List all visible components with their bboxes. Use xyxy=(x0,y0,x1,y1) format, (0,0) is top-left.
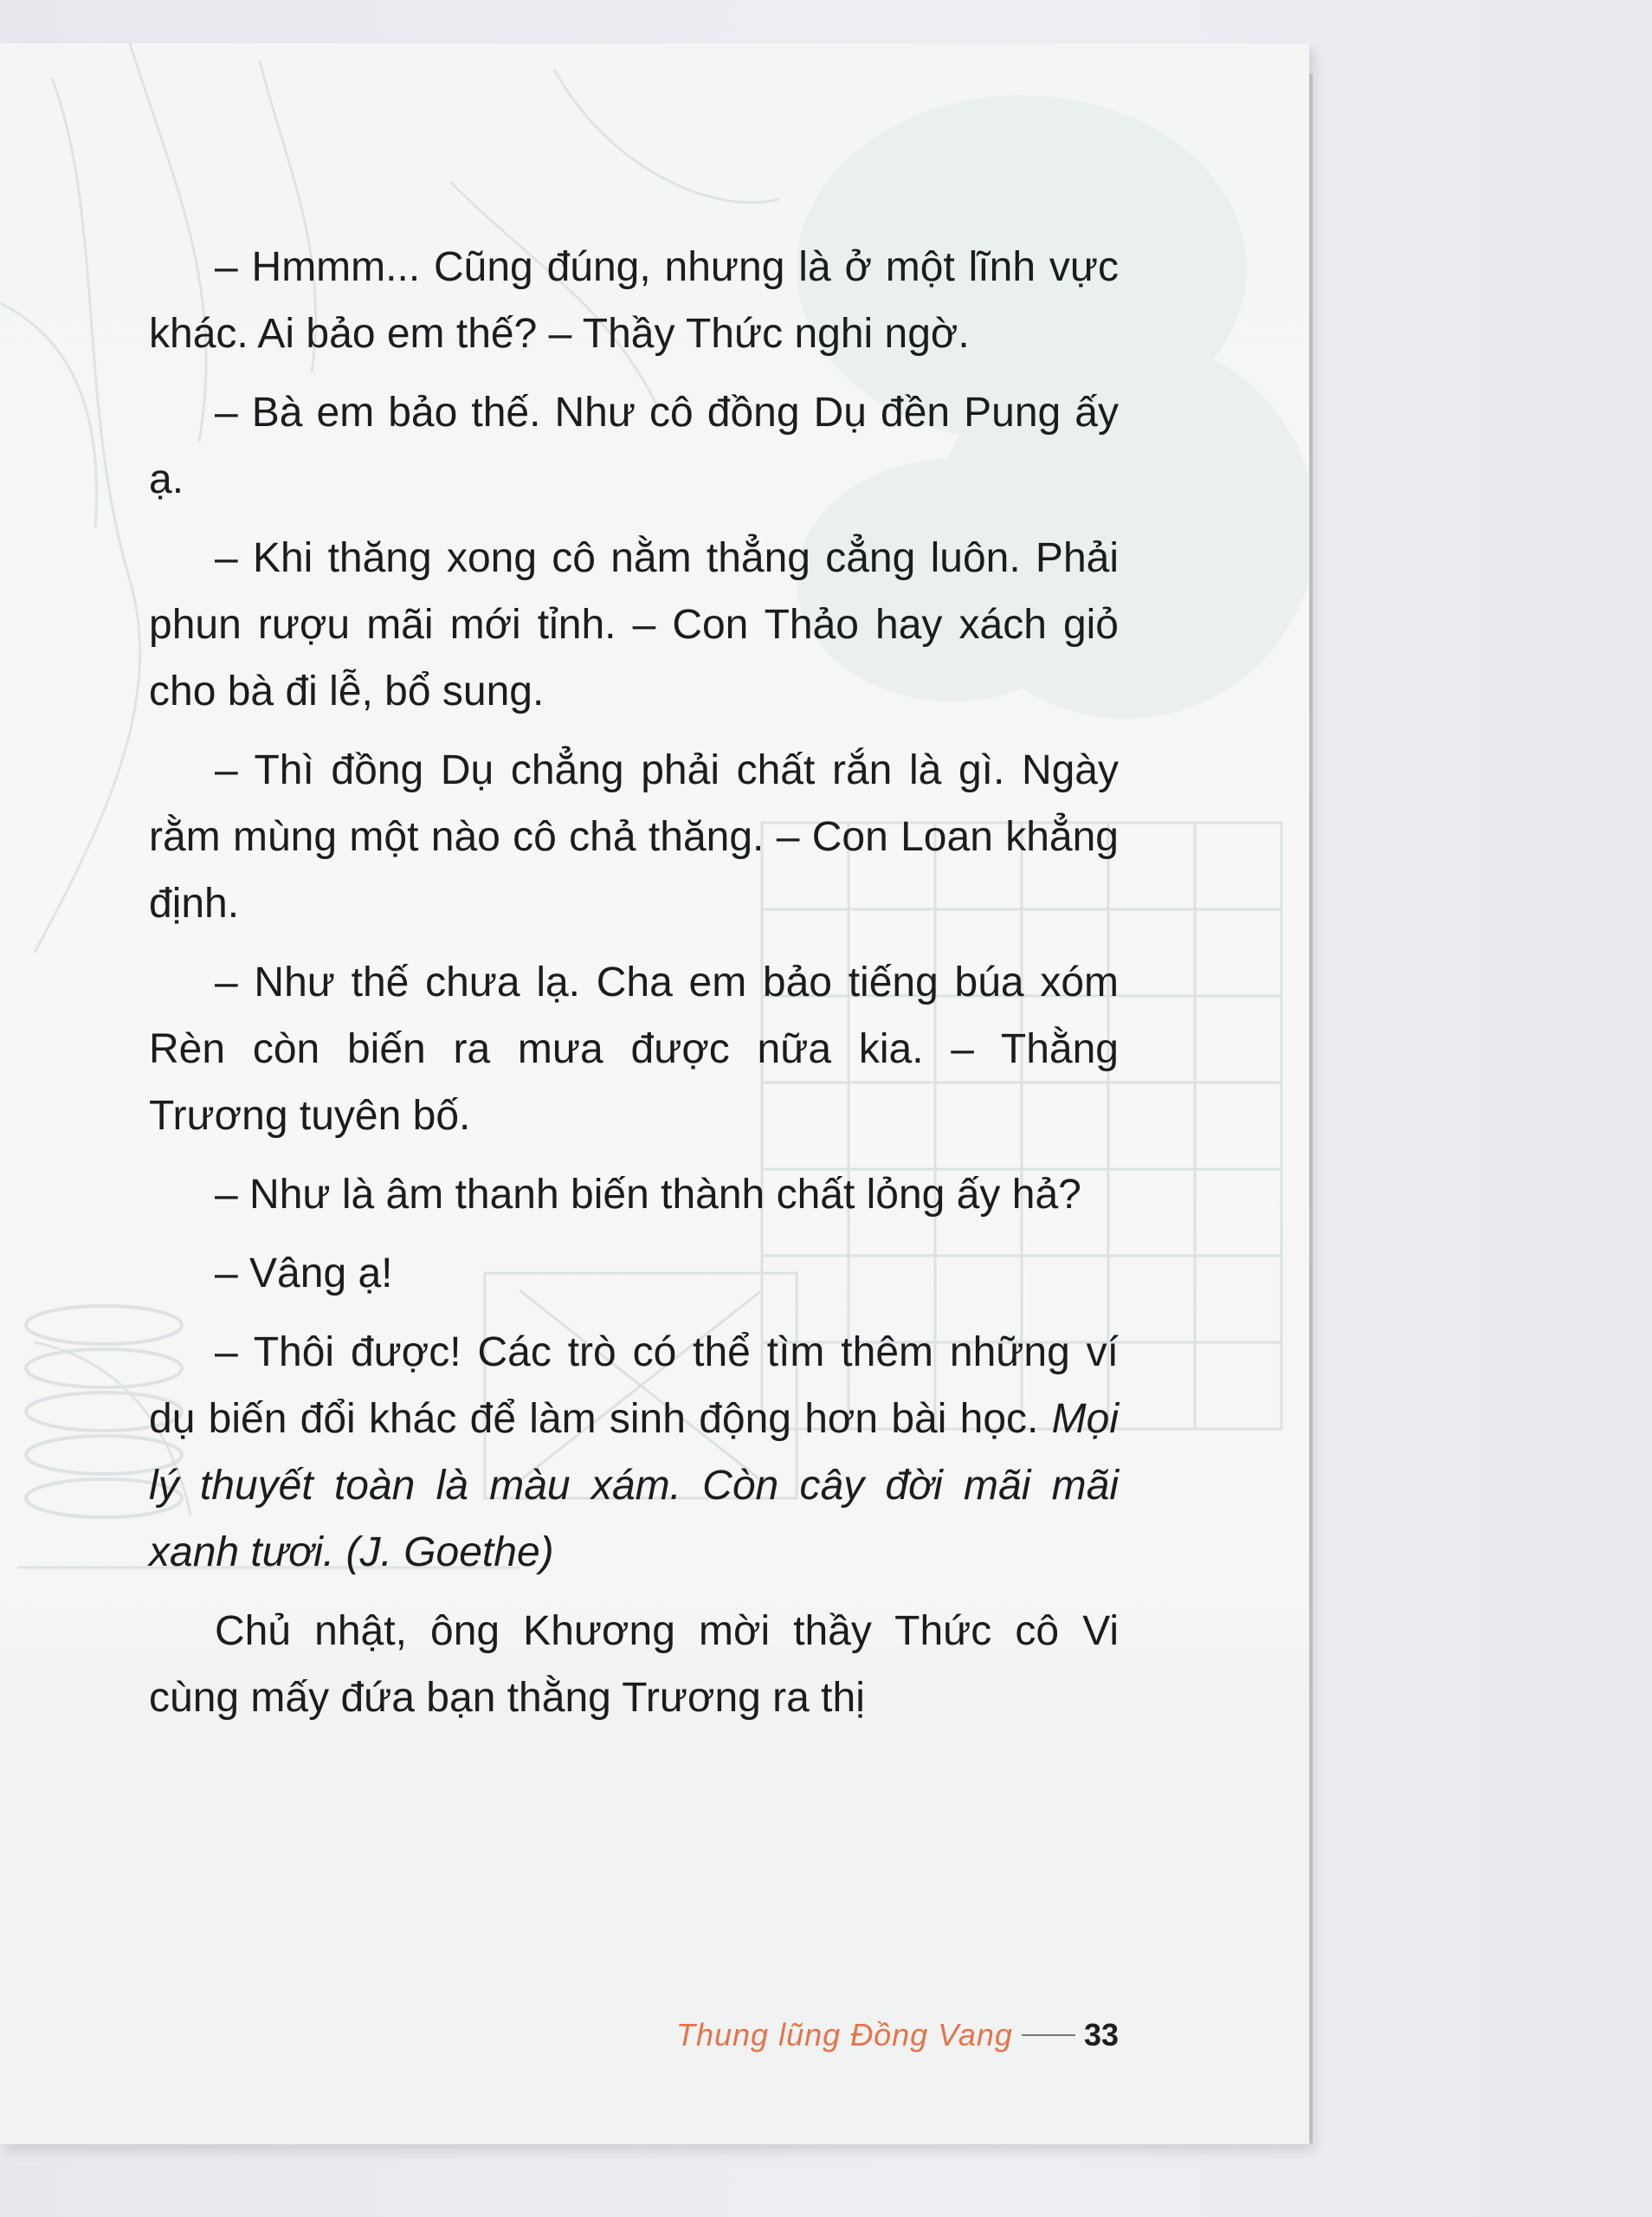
paragraph-5: – Như thế chưa lạ. Cha em bảo tiếng búa xóm Rèn còn biến ra mưa được nữa kia. – Thằng Trương tuyên bố. xyxy=(149,960,1119,1139)
footer-divider xyxy=(1022,2034,1075,2036)
paragraph-3: – Khi thăng xong cô nằm thẳng cẳng luôn. Phải phun rượu mãi mới tỉnh. – Con Thảo hay xách giỏ cho bà đi lễ, bổ sung. xyxy=(149,535,1119,714)
main-text xyxy=(149,234,1119,1743)
page-number: 33 xyxy=(1083,2017,1119,2052)
paragraph-1: – Hmmm... Cũng đúng, nhưng là ở một lĩnh vực khác. Ai bảo em thế? – Thầy Thức nghi ngờ. xyxy=(149,244,1119,357)
paragraph-8 xyxy=(149,1319,1119,1586)
page-footer xyxy=(651,2009,1119,2061)
paragraph-4: – Thì đồng Dụ chẳng phải chất rắn là gì. Ngày rằm mùng một nào cô chả thăng. – Con Loan khẳng định. xyxy=(149,747,1119,927)
goethe-quote: Mọi lý thuyết toàn là màu xám. Còn cây đời mãi mãi xanh tươi. (J. Goethe) xyxy=(149,1396,1119,1575)
paragraph-6: – Như là âm thanh biến thành chất lỏng ấy hả? xyxy=(215,1172,1081,1218)
paragraph-2: – Bà em bảo thế. Như cô đồng Dụ đền Pung ấy ạ. xyxy=(149,390,1119,502)
paragraph-8-text: – Thôi được! Các trò có thể tìm thêm những ví dụ biến đổi khác để làm sinh động hơn bài học. xyxy=(149,1329,1119,1442)
paragraph-7: – Vâng ạ! xyxy=(215,1251,393,1296)
book-page xyxy=(0,43,1309,2144)
paragraph-9: Chủ nhật, ông Khương mời thầy Thức cô Vi cùng mấy đứa bạn thằng Trương ra thị xyxy=(149,1608,1119,1721)
running-title: Thung lũng Đồng Vang xyxy=(676,2017,1013,2052)
